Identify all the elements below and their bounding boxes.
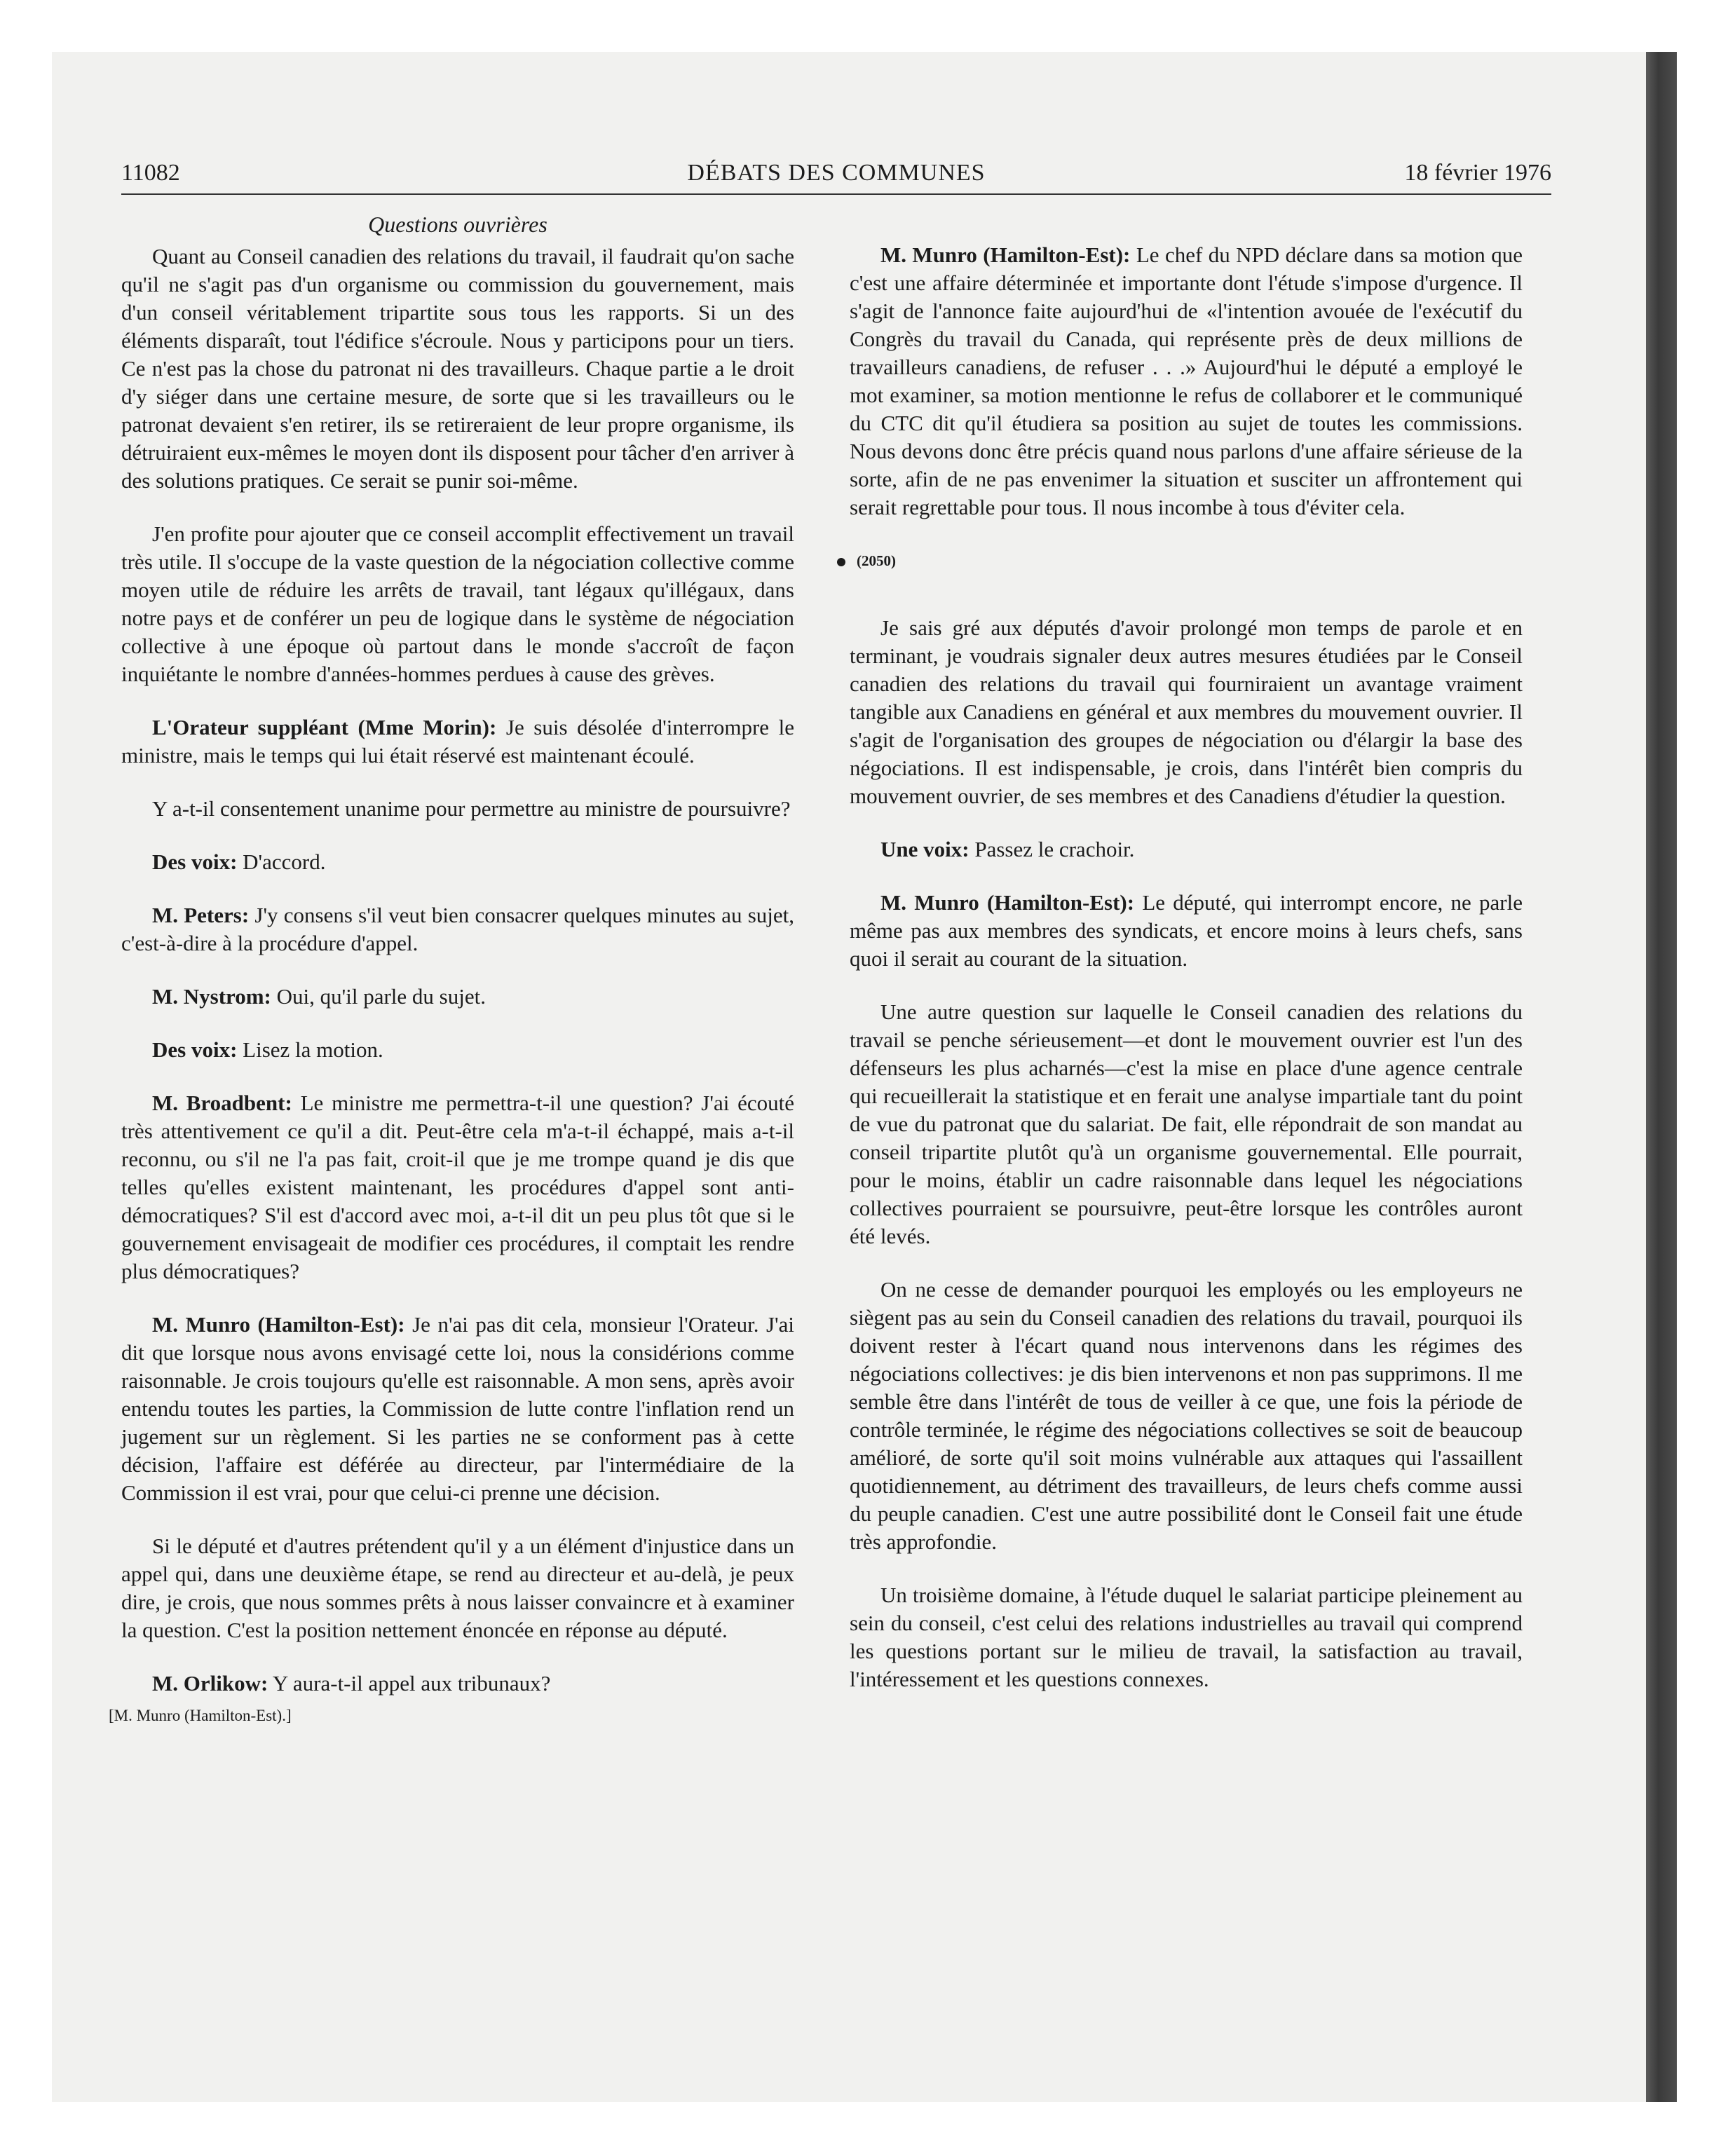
paragraph-text: Passez le crachoir. xyxy=(974,837,1135,861)
paragraph xyxy=(121,243,794,495)
right-column xyxy=(850,241,1523,1719)
speaker-attribution: [M. Munro (Hamilton-Est).] xyxy=(109,1707,292,1724)
paragraph-text: Je suis désolée d'interrompre le ministre, mais le temps qui lui était réservé est maintenant écoulé. xyxy=(121,715,794,767)
paragraph-text: Y aura-t-il appel aux tribunaux? xyxy=(272,1671,551,1696)
paragraph xyxy=(121,983,794,1011)
paragraph xyxy=(121,1532,794,1644)
bullet-icon xyxy=(837,558,845,566)
timestamp-marker xyxy=(837,547,1523,575)
paragraph xyxy=(850,1276,1523,1556)
paragraph xyxy=(850,614,1523,810)
left-paragraphs xyxy=(121,243,794,1698)
paragraph-text: Quant au Conseil canadien des relations du travail, il faudrait qu'on sache qu'il ne s'agit pas d'un organisme ou commission du gouvernement, mais d'un conseil véritablement tripartite sous tous les rapports. Si un des éléments disparaît, tout l'édifice s'écroule. Nous y participons pour un tiers. Ce n'est pas la chose du patronat ni des travailleurs. Chaque partie a le droit d'y siéger dans une certaine mesure, de sorte que si les travailleurs ou le patronat devaient s'en retirer, ils se retireraient de leur propre organisme, ils détruiraient eux-mêmes le moyen dont ils disposent pour tâcher d'en arriver à des solutions pratiques. Ce serait se punir soi-même. xyxy=(121,244,794,493)
paragraph-text: D'accord. xyxy=(243,850,326,874)
paragraph xyxy=(121,714,794,770)
speaker-name: M. Nystrom: xyxy=(152,984,271,1009)
speaker-name: M. Orlikow: xyxy=(152,1671,268,1696)
paragraph-text: Une autre question sur laquelle le Conseil canadien des relations du travail se penche sérieusement—et dont le mouvement ouvrier est l'un des défenseurs les plus acharnés—c'est la mise en place d'une agence centrale qui recueillerait la statistique et en ferait une analyse impartiale tant du point de vue du patronat que du salariat. De fait, elle répondrait de son mandat au conseil tripartite plutôt qu'à un organisme gouvernemental. Elle pourrait, pour le moins, établir un cadre raisonnable dans lequel les négociations collectives pourraient se poursuivre, peut-être lorsque les contrôles auront été levés. xyxy=(850,999,1523,1248)
paragraph xyxy=(850,998,1523,1250)
paragraph-text: Je sais gré aux députés d'avoir prolongé mon temps de parole et en terminant, je voudrais signaler deux autres mesures étudiées par le Conseil canadien des relations du travail qui fourniraient un avantage vraiment tangible aux Canadiens en général et aux membres du mouvement ouvrier. Il s'agit de l'organisation des groupes de négociation ou d'élargir la base des négociations. Il est indispensable, je crois, dans l'intérêt bien compris du mouvement ouvrier, de ses membres et des Canadiens d'étudier la question. xyxy=(850,615,1523,808)
paragraph xyxy=(121,848,794,876)
header-date: 18 février 1976 xyxy=(1404,160,1551,186)
paragraph-text: Le chef du NPD déclare dans sa motion que c'est une affaire déterminée et importante dont l'étude s'impose d'urgence. Il s'agit de l'annonce faite aujourd'hui de «l'intention avouée de l'exécutif du Congrès du travail du Canada, qui représente près de deux millions de travailleurs canadiens, de refuser . . .» Aujourd'hui le député a employé le mot examiner, sa motion mentionne le refus de collaborer et le communiqué du CTC dit qu'il étudiera sa position au sujet de toutes les commissions. Nous devons donc être précis quand nous parlons d'une affaire sérieuse de la sorte, afin de ne pas envenimer la situation et susciter un affrontement qui serait regrettable pour tous. Il nous incombe à tous d'éviter cela. xyxy=(850,243,1523,519)
paragraph-text: Je n'ai pas dit cela, monsieur l'Orateur. J'ai dit que lorsque nous avons envisagé cette loi, nous la considérions comme raisonnable. Je crois toujours qu'elle est raisonnable. A mon sens, après avoir entendu toutes les parties, la Commission de lutte contre l'inflation rend un jugement sur un règlement. Si les parties ne se conforment pas à cette décision, l'affaire est déférée au directeur, par l'intermédiaire de la Commission il est vrai, pour que celui-ci prenne une décision. xyxy=(121,1312,794,1505)
scan-edge-bar xyxy=(1646,52,1677,2102)
paragraph xyxy=(850,1581,1523,1693)
speaker-name: M. Munro (Hamilton-Est): xyxy=(880,243,1131,267)
timestamp: (2050) xyxy=(857,552,896,569)
paragraph-text: Le ministre me permettra-t-il une question? J'ai écouté très attentivement ce qu'il a dit. Peut-être cela m'a-t-il échappé, mais a-t-il reconnu, ou s'il ne l'a pas fait, croit-il que je me trompe quand je dis que telles qu'elles existent maintenant, les procédures d'appel sont anti-démocratiques? S'il est d'accord avec moi, a-t-il dit un peu plus tôt que si le gouvernement envisageait de modifier ces procédures, il comptait les rendre plus démocratiques? xyxy=(121,1091,795,1283)
paragraph xyxy=(850,889,1523,973)
right-paragraphs-bottom xyxy=(850,614,1523,1693)
right-paragraphs-top xyxy=(850,241,1523,521)
paragraph-text: J'en profite pour ajouter que ce conseil accomplit effectivement un travail très utile. Il s'occupe de la vaste question de la négociation collective comme moyen utile de réduire les arrêts de travail, tant légaux qu'illégaux, dans notre pays et de conférer un peu de logique dans le système de négociation collective à une époque où partout dans le monde s'accroît de façon inquiétante le nombre d'années-hommes perdues à cause des grèves. xyxy=(121,521,794,686)
speaker-name: M. Peters: xyxy=(152,903,250,927)
paragraph xyxy=(121,795,794,823)
page-header xyxy=(121,156,1551,195)
speaker-name: Des voix: xyxy=(152,850,238,874)
left-column xyxy=(109,210,795,1730)
speaker-name: M. Munro (Hamilton-Est): xyxy=(880,890,1135,915)
paragraph xyxy=(121,901,794,957)
paragraph-text: Oui, qu'il parle du sujet. xyxy=(276,984,486,1009)
paragraph xyxy=(121,1311,794,1507)
paragraph xyxy=(121,1089,794,1285)
section-title: Questions ouvrières xyxy=(368,212,547,237)
paragraph-text: Lisez la motion. xyxy=(243,1037,383,1062)
paragraph-text: Si le député et d'autres prétendent qu'il y a un élément d'injustice dans un appel qui, dans une deuxième étape, se rend au directeur et au-delà, je peux dire, je crois, que nous sommes prêts à nous laisser convaincre et à examiner la question. C'est la position nettement énoncée en réponse au député. xyxy=(121,1534,794,1642)
paragraph-text: Le député, qui interrompt encore, ne parle même pas aux membres des syndicats, et encore moins à leurs chefs, sans quoi il serait au courant de la situation. xyxy=(850,890,1523,971)
paragraph-text: On ne cesse de demander pourquoi les employés ou les employeurs ne siègent pas au sein du Conseil canadien des relations du travail, pourquoi ils doivent rester à l'écart quand nous intervenons dans les régimes des négociations collectives: je dis bien intervenons et non pas supprimons. Il me semble être dans l'intérêt de tous de veiller à ce que, une fois la période de contrôle terminée, le régime des négociations collectives se soit de beaucoup amélioré, de sorte qu'il soit moins vulnérable aux attaques qui l'assaillent quotidiennement, au détriment des travailleurs, de leurs chefs comme aussi du peuple canadien. C'est une autre possibilité dont le Conseil fait une étude très approfondie. xyxy=(850,1277,1523,1554)
paragraph xyxy=(121,1670,794,1698)
speaker-name: M. Broadbent: xyxy=(152,1091,292,1115)
speaker-name: M. Munro (Hamilton-Est): xyxy=(152,1312,405,1337)
journal-title: DÉBATS DES COMMUNES xyxy=(687,160,986,186)
speaker-name: Une voix: xyxy=(880,837,969,861)
paragraph xyxy=(850,835,1523,864)
paragraph xyxy=(850,241,1523,521)
paragraph-text: Y a-t-il consentement unanime pour permettre au ministre de poursuivre? xyxy=(152,796,791,821)
page-number: 11082 xyxy=(121,160,180,186)
paragraph xyxy=(121,1036,794,1064)
speaker-name: Des voix: xyxy=(152,1037,238,1062)
paragraph-text: Un troisième domaine, à l'étude duquel le salariat participe pleinement au sein du conseil, c'est celui des relations industrielles au travail qui comprend les questions portant sur le milieu de travail, la satisfaction au travail, l'intéressement et les questions connexes. xyxy=(850,1583,1523,1691)
paragraph-text: J'y consens s'il veut bien consacrer quelques minutes au sujet, c'est-à-dire à la procédure d'appel. xyxy=(121,903,795,955)
speaker-name: L'Orateur suppléant (Mme Morin): xyxy=(152,715,497,739)
paragraph xyxy=(121,520,794,688)
